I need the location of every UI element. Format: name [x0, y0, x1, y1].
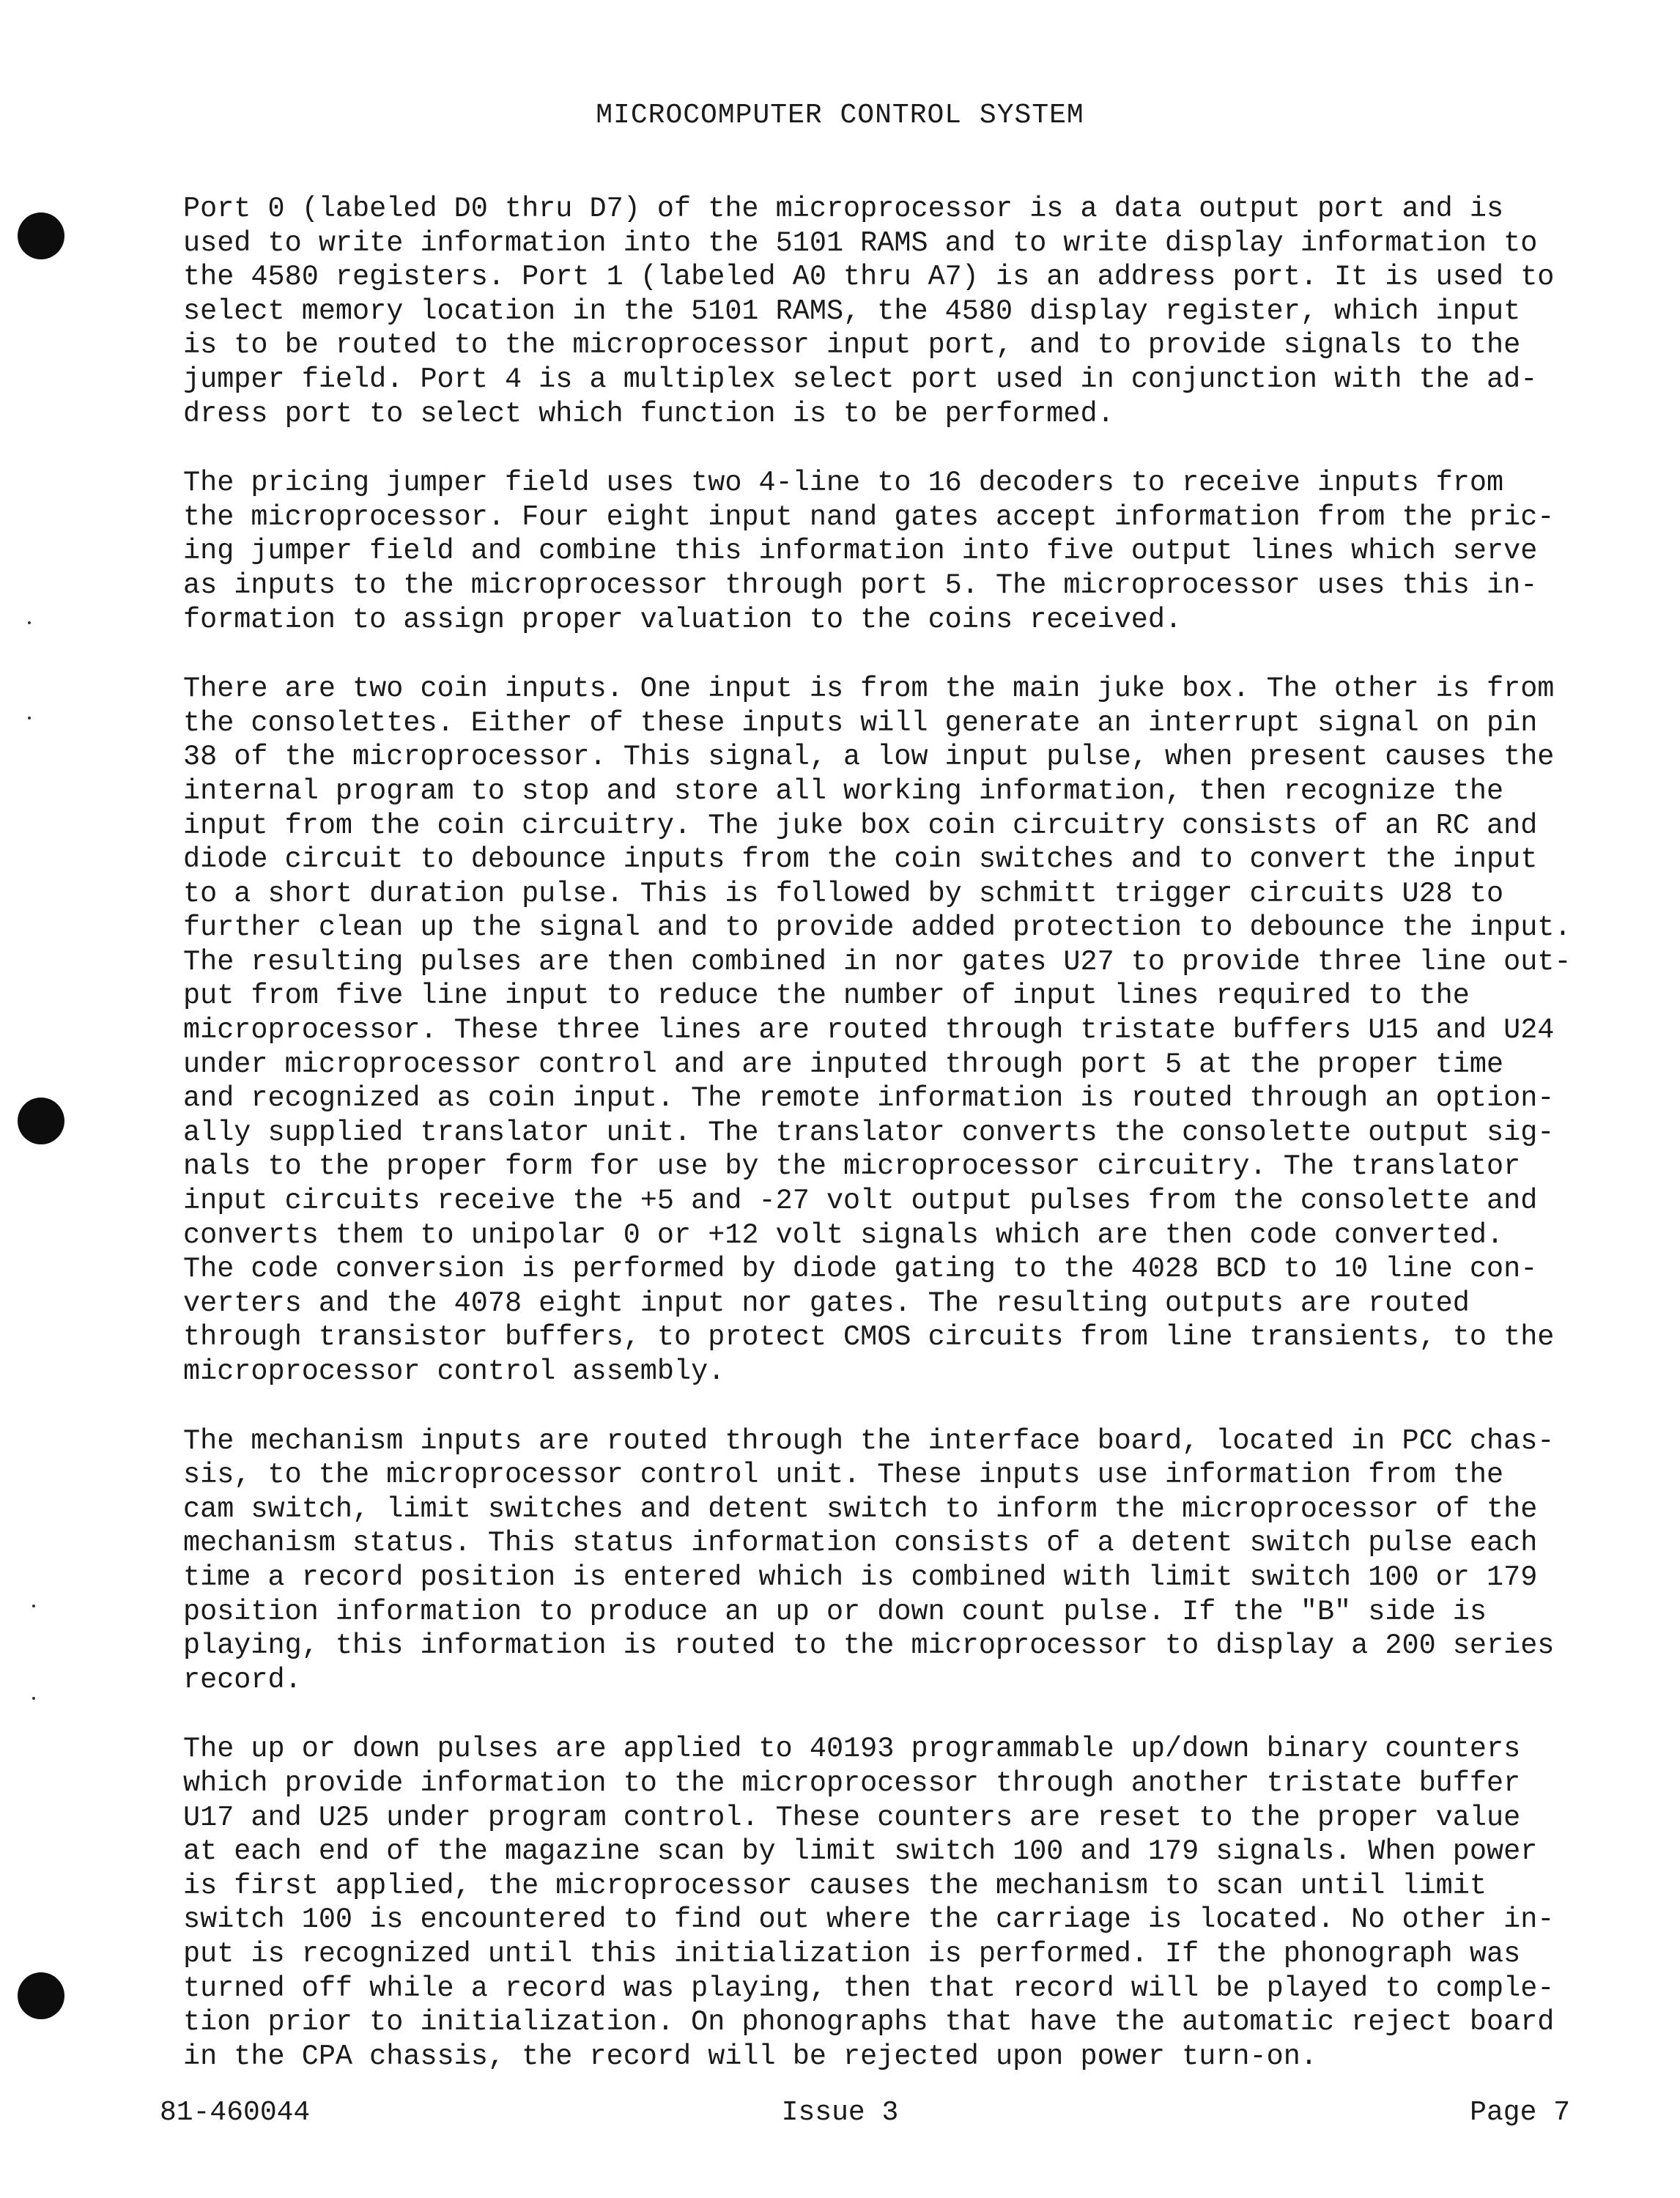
text-line: playing, this information is routed to the microprocessor to display a 200 series: [183, 1629, 1555, 1662]
scan-speck: [32, 1697, 35, 1700]
page-number: Page 7: [1470, 2097, 1570, 2128]
text-line: diode circuit to debounce inputs from the coin switches and to convert the input: [183, 843, 1538, 876]
paragraph: [183, 672, 1575, 1388]
scan-speck: [32, 1605, 35, 1607]
text-line: position information to produce an up or down count pulse. If the "B" side is: [183, 1595, 1487, 1628]
issue-label: Issue 3: [781, 2097, 899, 2128]
paragraph: [183, 192, 1575, 431]
text-line: sis, to the microprocessor control unit. These inputs use information from the: [183, 1459, 1504, 1492]
text-line: the 4580 registers. Port 1 (labeled A0 thru A7) is an address port. It is used to: [183, 261, 1555, 294]
text-line: The resulting pulses are then combined in nor gates U27 to provide three line out-: [183, 945, 1572, 978]
document-number: 81-460044: [160, 2097, 311, 2128]
text-line: mechanism status. This status information consists of a detent switch pulse each: [183, 1527, 1538, 1560]
text-line: further clean up the signal and to provide added protection to debounce the input.: [183, 911, 1572, 944]
text-line: dress port to select which function is to be performed.: [183, 397, 1114, 430]
text-line: jumper field. Port 4 is a multiplex select port used in conjunction with the ad-: [183, 363, 1538, 396]
text-line: input circuits receive the +5 and -27 volt output pulses from the consolette and: [183, 1185, 1538, 1218]
text-line: used to write information into the 5101 RAMS and to write display information to: [183, 226, 1538, 259]
text-line: formation to assign proper valuation to the coins received.: [183, 603, 1183, 636]
paragraph: [183, 1424, 1575, 1698]
punch-hole-bottom: [18, 1972, 64, 2019]
punch-hole-top: [18, 212, 64, 259]
text-line: time a record position is entered which is combined with limit switch 100 or 179: [183, 1561, 1538, 1594]
text-line: is to be routed to the microprocessor input port, and to provide signals to the: [183, 329, 1521, 362]
punch-hole-middle: [18, 1098, 64, 1144]
text-line: turned off while a record was playing, then that record will be played to comple-: [183, 1972, 1555, 2005]
text-line: ally supplied translator unit. The translator converts the consolette output sig-: [183, 1116, 1555, 1149]
document-body: [183, 192, 1575, 2109]
text-line: and recognized as coin input. The remote information is routed through an option-: [183, 1082, 1555, 1115]
text-line: tion prior to initialization. On phonographs that have the automatic reject board: [183, 2006, 1555, 2039]
text-line: at each end of the magazine scan by limit switch 100 and 179 signals. When power: [183, 1835, 1538, 1868]
text-line: internal program to stop and store all working information, then recognize the: [183, 774, 1504, 807]
scan-speck: [28, 621, 31, 624]
text-line: Port 0 (labeled D0 thru D7) of the microprocessor is a data output port and is: [183, 193, 1504, 225]
text-line: microprocessor. These three lines are routed through tristate buffers U15 and U24: [183, 1014, 1555, 1047]
scan-speck: [28, 717, 31, 719]
text-line: the microprocessor. Four eight input nand gates accept information from the pric-: [183, 500, 1555, 533]
text-line: There are two coin inputs. One input is from the main juke box. The other is from: [183, 673, 1555, 706]
text-line: put from five line input to reduce the number of input lines required to the: [183, 980, 1470, 1013]
text-line: in the CPA chassis, the record will be rejected upon power turn-on.: [183, 2040, 1317, 2073]
text-line: The code conversion is performed by diode gating to the 4028 BCD to 10 line con-: [183, 1253, 1538, 1286]
text-line: input from the coin circuitry. The juke box coin circuitry consists of an RC and: [183, 809, 1538, 842]
text-line: The pricing jumper field uses two 4-line to 16 decoders to receive inputs from: [183, 467, 1504, 500]
text-line: microprocessor control assembly.: [183, 1355, 725, 1388]
text-line: converts them to unipolar 0 or +12 volt signals which are then code converted.: [183, 1218, 1504, 1251]
text-line: which provide information to the microprocessor through another tristate buffer: [183, 1766, 1521, 1799]
text-line: ing jumper field and combine this information into five output lines which serve: [183, 535, 1538, 568]
text-line: cam switch, limit switches and detent switch to inform the microprocessor of the: [183, 1492, 1538, 1525]
text-line: The up or down pulses are applied to 40193 programmable up/down binary counters: [183, 1733, 1521, 1766]
paragraph: [183, 466, 1575, 637]
text-line: verters and the 4078 eight input nor gates. The resulting outputs are routed: [183, 1287, 1470, 1320]
text-line: nals to the proper form for use by the microprocessor circuitry. The translator: [183, 1150, 1521, 1183]
text-line: switch 100 is encountered to find out where the carriage is located. No other in-: [183, 1903, 1555, 1936]
text-line: record.: [183, 1663, 302, 1696]
page-title: MICROCOMPUTER CONTROL SYSTEM: [596, 100, 1084, 131]
text-line: put is recognized until this initialization is performed. If the phonograph was: [183, 1937, 1521, 1970]
text-line: The mechanism inputs are routed through the interface board, located in PCC chas-: [183, 1424, 1555, 1457]
text-line: is first applied, the microprocessor causes the mechanism to scan until limit: [183, 1869, 1487, 1902]
paragraph: [183, 1732, 1575, 2073]
text-line: to a short duration pulse. This is followed by schmitt trigger circuits U28 to: [183, 877, 1504, 910]
text-line: select memory location in the 5101 RAMS, the 4580 display register, which input: [183, 295, 1521, 328]
text-line: as inputs to the microprocessor through port 5. The microprocessor uses this in-: [183, 569, 1538, 602]
text-line: U17 and U25 under program control. These counters are reset to the proper value: [183, 1801, 1521, 1834]
text-line: the consolettes. Either of these inputs will generate an interrupt signal on pin: [183, 706, 1538, 739]
text-line: 38 of the microprocessor. This signal, a low input pulse, when present causes the: [183, 741, 1555, 774]
text-line: through transistor buffers, to protect CMOS circuits from line transients, to the: [183, 1321, 1555, 1354]
text-line: under microprocessor control and are inputed through port 5 at the proper time: [183, 1048, 1504, 1081]
